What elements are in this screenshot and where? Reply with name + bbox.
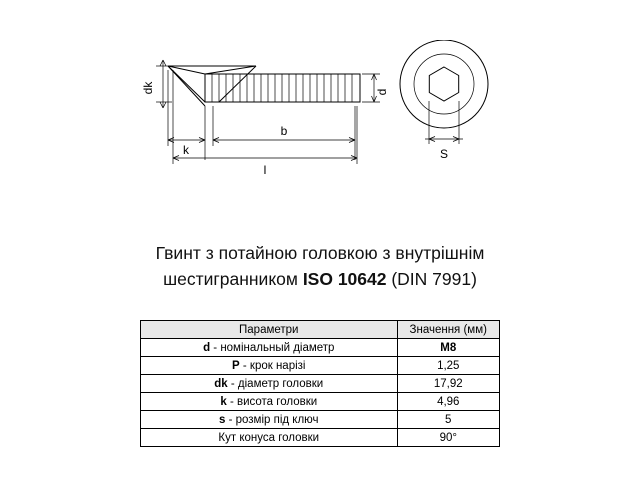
- dimension-label-b: b: [280, 124, 288, 138]
- table-cell-parameter: [141, 357, 398, 375]
- table-cell-value: 17,92: [397, 375, 499, 393]
- caption-suffix: (DIN 7991): [386, 269, 477, 289]
- table-cell-parameter: [141, 411, 398, 429]
- parameter-symbol: d: [203, 341, 211, 354]
- table-header-row: [141, 321, 500, 339]
- table-row: [141, 339, 500, 357]
- table-row: [141, 411, 500, 429]
- parameter-description: - крок нарізі: [239, 359, 306, 372]
- table-cell-parameter: [141, 339, 398, 357]
- caption-line-1: Гвинт з потайною головкою з внутрішнім: [155, 243, 485, 263]
- screw-technical-drawing: [0, 40, 640, 205]
- table-cell-value: 5: [397, 411, 499, 429]
- table-cell-value: M8: [397, 339, 499, 357]
- dimension-label-d: d: [375, 88, 389, 96]
- parameter-description: - розмір під ключ: [225, 413, 319, 426]
- parameter-symbol: P: [232, 359, 240, 372]
- table-cell-value: 1,25: [397, 357, 499, 375]
- table-cell-value: 4,96: [397, 393, 499, 411]
- parameter-description: - діаметр головки: [227, 377, 324, 390]
- dimension-label-s: S: [439, 147, 449, 161]
- dimension-label-l: l: [263, 163, 267, 177]
- table-row: [141, 357, 500, 375]
- caption-prefix: шестигранником: [163, 269, 303, 289]
- header-value: Значення (мм): [397, 321, 499, 339]
- parameter-symbol: dk: [214, 377, 228, 390]
- table-row: [141, 375, 500, 393]
- figure-caption: [0, 240, 640, 292]
- caption-standard: ISO 10642: [302, 269, 387, 289]
- specification-table: [140, 320, 500, 447]
- parameter-description: - номінальный діаметр: [210, 341, 335, 354]
- table-cell-parameter: [141, 393, 398, 411]
- dimension-label-k: k: [183, 143, 189, 157]
- caption-line-2: [0, 266, 640, 292]
- parameter-description: Кут конуса головки: [218, 431, 320, 444]
- table-cell-parameter: [141, 375, 398, 393]
- table-row: [141, 393, 500, 411]
- table-row: [141, 429, 500, 447]
- header-parameter: Параметри: [141, 321, 398, 339]
- table-cell-value: 90°: [397, 429, 499, 447]
- table-body: [141, 339, 500, 447]
- table-cell-parameter: [141, 429, 398, 447]
- parameter-symbol: k: [220, 395, 227, 408]
- parameter-symbol: s: [218, 413, 226, 426]
- parameter-description: - висота головки: [226, 395, 318, 408]
- dimension-label-dk: dk: [141, 81, 155, 95]
